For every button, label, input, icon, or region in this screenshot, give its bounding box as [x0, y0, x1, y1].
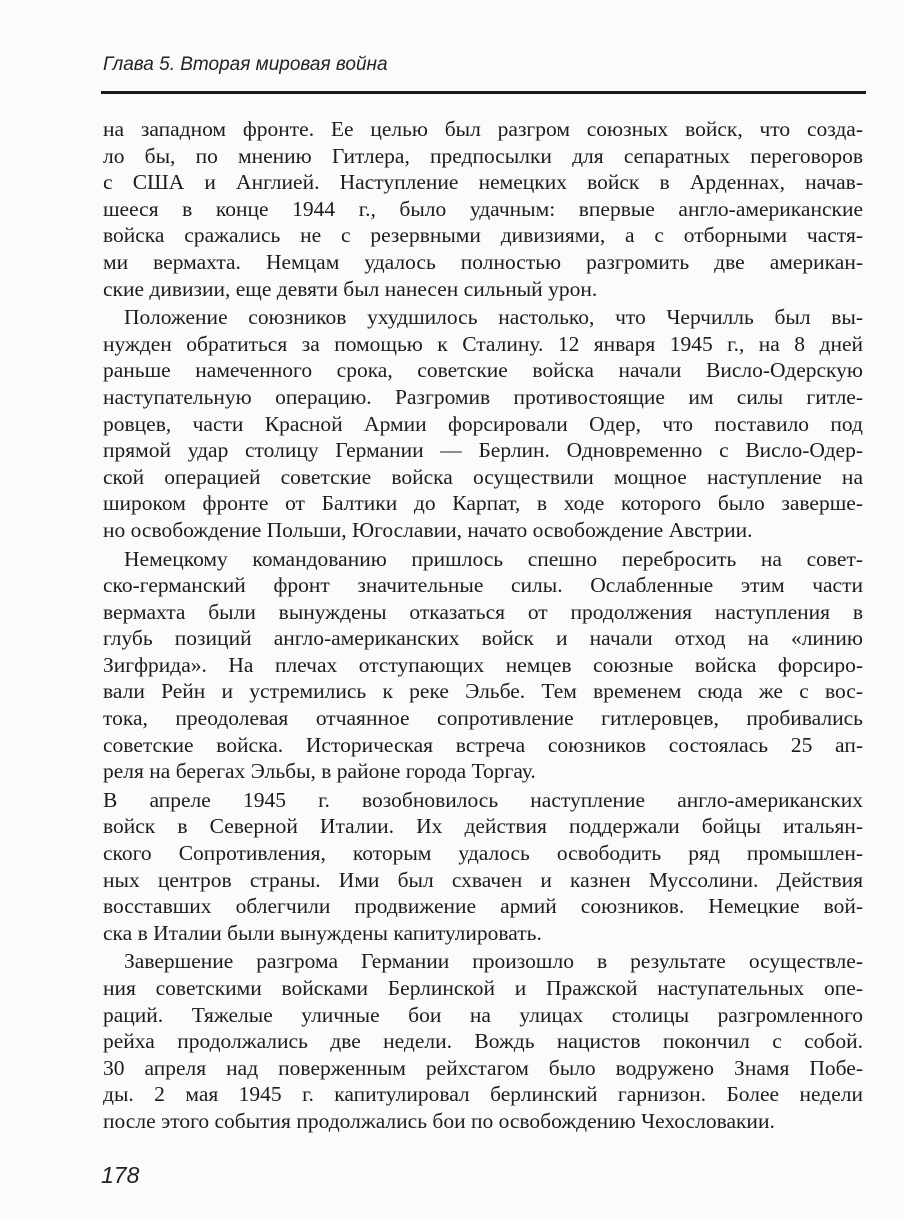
text-line: тока, преодолевая отчаянное сопротивление гитлеровцев, пробивались [103, 706, 863, 731]
text-line: нужден обратиться за помощью к Сталину. 12 января 1945 г., на 8 дней [103, 331, 863, 356]
text-line: ных центров страны. Ими был схвачен и казнен Муссолини. Действия [103, 867, 863, 892]
text-line: глубь позиций англо-американских войск и начали отход на «линию [103, 626, 863, 651]
text-line: Зигфрида». На плечах отступающих немцев союзные войска форсиро- [103, 652, 863, 677]
header-divider [101, 91, 866, 94]
text-line: на западном фронте. Ее целью был разгром союзных войск, что созда- [103, 117, 863, 141]
text-line: ния советскими войсками Берлинской и Пражской наступательных опе- [103, 976, 863, 1000]
text-line: ми вермахта. Немцам удалось полностью разгромить две американ- [103, 249, 863, 274]
text-line: ска в Италии были вынуждены капитулировать. [103, 920, 542, 945]
text-line: реля на берегах Эльбы, в районе города Торгау. [103, 759, 536, 784]
text-line: ско-германский фронт значительные силы. Ослабленные этим части [103, 573, 863, 598]
text-line: восставших облегчили продвижение армий союзников. Немецкие вой- [103, 894, 863, 919]
text-line: советские войска. Историческая встреча союзников состоялась 25 ап- [103, 732, 863, 757]
text-line: после этого события продолжались бои по освобождению Чехословакии. [103, 1108, 775, 1133]
text-line: Немецкому командованию пришлось спешно перебросить на совет- [124, 546, 863, 571]
text-line: раций. Тяжелые уличные бои на улицах столицы разгромленного [103, 1002, 863, 1027]
text-line: шееся в конце 1944 г., было удачным: впервые англо-американские [103, 196, 863, 221]
paragraph [103, 304, 863, 543]
paragraph [103, 546, 863, 785]
text-line: В апреле 1945 г. возобновилось наступление англо-американских [103, 787, 863, 812]
text-line: вермахта были вынуждены отказаться от продолжения наступления в [103, 599, 863, 624]
text-line: войска сражались не с резервными дивизиями, а с отборными частя- [103, 223, 863, 248]
page-number: 178 [101, 1162, 140, 1188]
text-line: прямой удар столицу Германии — Берлин. Одновременно с Висло-Одер- [103, 438, 863, 463]
paragraph [103, 787, 863, 947]
text-line: Завершение разгрома Германии произошло в результате осуществле- [124, 949, 863, 974]
text-line: но освобождение Польши, Югославии, начато освобождение Австрии. [103, 517, 753, 542]
text-line: ского Сопротивления, которым удалось освободить ряд промышлен- [103, 841, 863, 866]
text-line: ло бы, по мнению Гитлера, предпосылки для сепаратных переговоров [103, 143, 863, 168]
text-line: широком фронте от Балтики до Карпат, в ходе которого было заверше- [103, 491, 863, 516]
text-line: ды. 2 мая 1945 г. капитулировал берлинский гарнизон. Более недели [103, 1082, 863, 1107]
paragraph [103, 948, 863, 1134]
text-line: с США и Англией. Наступление немецких войск в Арденнах, начав- [103, 170, 863, 195]
text-line: ровцев, части Красной Армии форсировали Одер, что поставило под [103, 411, 863, 436]
text-line: Положение союзников ухудшилось настолько, что Черчилль был вы- [124, 305, 863, 330]
text-line: ской операцией советские войска осуществили мощное наступление на [103, 464, 863, 489]
text-line: раньше намеченного срока, советские войска начали Висло-Одерскую [103, 358, 863, 383]
paragraph [103, 116, 863, 302]
text-line: 30 апреля над поверженным рейхстагом было водружено Знамя Побе- [103, 1055, 863, 1080]
text-line: рейха продолжались две недели. Вождь нацистов покончил с собой. [103, 1029, 863, 1054]
text-line: ские дивизии, еще девяти был нанесен сильный урон. [103, 276, 598, 301]
text-line: войск в Северной Италии. Их действия поддержали бойцы итальян- [103, 814, 863, 839]
text-line: наступательную операцию. Разгромив противостоящие им силы гитле- [103, 384, 863, 409]
chapter-header: Глава 5. Вторая мировая война [103, 54, 388, 75]
text-line: вали Рейн и устремились к реке Эльбе. Тем временем сюда же с вос- [103, 679, 863, 704]
body-text [103, 116, 863, 1137]
